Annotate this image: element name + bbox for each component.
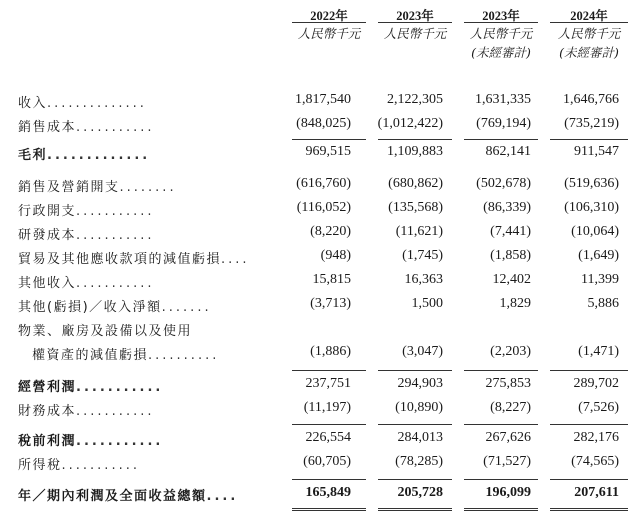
subtotal-rule [464,139,538,140]
table-row [0,92,640,118]
year-header-2: 2023年 [396,9,434,23]
value-2023-interim: (769,194) [476,116,531,131]
row-label: 所得稅........... [18,458,140,473]
value-2023-interim: (502,678) [476,176,531,191]
header-rule-2 [378,22,452,23]
table-row [0,320,640,346]
unit-header-3: 人民幣千元 [469,26,533,41]
value-2023-interim: (2,203) [490,344,531,359]
subtotal-rule [464,479,538,480]
value-2024-interim: (7,526) [578,400,619,415]
value-2022: (948) [320,248,351,263]
value-2023: 284,013 [397,430,443,445]
value-2024-interim: 282,176 [573,430,619,445]
value-2023: 2,122,305 [387,92,443,107]
value-2023-interim: 275,853 [485,376,531,391]
header-rule-3 [464,22,538,23]
value-2024-interim: (10,064) [571,224,619,239]
year-header-1: 2022年 [310,9,348,23]
row-label: 年／期內利潤及全面收益總額.... [18,489,239,504]
row-label: 貿易及其他應收款項的減值虧損.... [18,252,250,267]
row-label: 銷售及營銷開支........ [18,180,177,195]
total-double-rule [378,508,452,511]
year-header-4: 2024年 [570,9,608,23]
total-double-rule [550,508,628,511]
value-2024-interim: (106,310) [564,200,619,215]
value-2022: 15,815 [312,272,351,287]
table-row [0,176,640,202]
table-row [0,430,640,456]
subtotal-rule [292,424,366,425]
value-2023: 16,363 [404,272,443,287]
value-2023: 1,109,883 [387,144,443,159]
row-label: 物業、廠房及設備以及使用 [18,324,193,339]
total-double-rule [292,508,366,511]
subtotal-rule [464,424,538,425]
subtotal-rule [292,139,366,140]
table-row [0,344,640,370]
row-label: 銷售成本........... [18,120,155,135]
value-2024-interim: 911,547 [574,144,619,159]
value-2022: 1,817,540 [295,92,351,107]
unit-header-2: 人民幣千元 [383,26,447,41]
value-2022: (3,713) [310,296,351,311]
value-2022: (11,197) [303,400,351,415]
subtotal-rule [378,479,452,480]
value-2024-interim: (735,219) [564,116,619,131]
table-row [0,272,640,298]
value-2023: (1,745) [402,248,443,263]
value-2024-interim: 1,646,766 [563,92,619,107]
row-label: 財務成本........... [18,404,155,419]
year-header-3: 2023年 [482,9,520,23]
total-double-rule [464,508,538,511]
value-2024-interim: (1,471) [578,344,619,359]
table-row [0,144,640,170]
value-2022: (616,760) [296,176,351,191]
row-label: 經營利潤........... [18,380,164,395]
row-label: 收入.............. [18,96,147,111]
row-label: 其他(虧損)／收入淨額....... [18,300,212,315]
table-row [0,200,640,226]
value-2024-interim: 5,886 [587,296,619,311]
value-2024-interim: 207,611 [574,485,619,500]
value-2023-interim: (86,339) [483,200,531,215]
value-2023: (11,621) [395,224,443,239]
row-label: 權資產的減值虧損.......... [32,348,220,363]
subtotal-rule [464,370,538,371]
row-label: 行政開支........... [18,204,155,219]
value-2022: 969,515 [305,144,351,159]
value-2022: (60,705) [303,454,351,469]
value-2023: (78,285) [395,454,443,469]
row-label: 研發成本........... [18,228,155,243]
value-2022: (848,025) [296,116,351,131]
value-2023: 205,728 [397,485,443,500]
subtotal-rule [550,139,628,140]
table-row [0,400,640,426]
value-2022: 226,554 [305,430,351,445]
value-2023: (1,012,422) [377,116,443,131]
unaudited-note-3: (未經審計) [471,45,531,60]
header-rule-1 [292,22,366,23]
value-2024-interim: 289,702 [573,376,619,391]
subtotal-rule [292,370,366,371]
subtotal-rule [378,139,452,140]
value-2023-interim: (8,227) [490,400,531,415]
value-2022: 237,751 [305,376,351,391]
value-2023-interim: 1,829 [499,296,531,311]
value-2023: (135,568) [388,200,443,215]
unit-header-1: 人民幣千元 [297,26,361,41]
unaudited-note-4: (未經審計) [559,45,619,60]
value-2024-interim: (74,565) [571,454,619,469]
table-row [0,376,640,402]
table-row [0,296,640,322]
value-2024-interim: (1,649) [578,248,619,263]
value-2023-interim: 1,631,335 [475,92,531,107]
value-2022: (116,052) [296,200,351,215]
subtotal-rule [550,424,628,425]
value-2022: (1,886) [310,344,351,359]
value-2023: (10,890) [395,400,443,415]
table-row [0,224,640,250]
value-2023-interim: (1,858) [490,248,531,263]
value-2023-interim: 196,099 [485,485,531,500]
value-2023: 1,500 [411,296,443,311]
unit-header-4: 人民幣千元 [557,26,621,41]
subtotal-rule [550,479,628,480]
value-2023-interim: (71,527) [483,454,531,469]
value-2022: (8,220) [310,224,351,239]
table-row [0,248,640,274]
value-2022: 165,849 [305,485,351,500]
row-label: 其他收入........... [18,276,155,291]
row-label: 稅前利潤........... [18,434,164,449]
subtotal-rule [550,370,628,371]
value-2023-interim: (7,441) [490,224,531,239]
value-2023: (680,862) [388,176,443,191]
value-2024-interim: (519,636) [564,176,619,191]
subtotal-rule [378,370,452,371]
value-2023: (3,047) [402,344,443,359]
value-2024-interim: 11,399 [581,272,619,287]
value-2023-interim: 12,402 [492,272,531,287]
row-label: 毛利............. [18,148,151,163]
value-2023-interim: 862,141 [485,144,531,159]
value-2023: 294,903 [397,376,443,391]
header-rule-4 [550,22,628,23]
table-row [0,454,640,480]
subtotal-rule [292,479,366,480]
value-2023-interim: 267,626 [485,430,531,445]
subtotal-rule [378,424,452,425]
